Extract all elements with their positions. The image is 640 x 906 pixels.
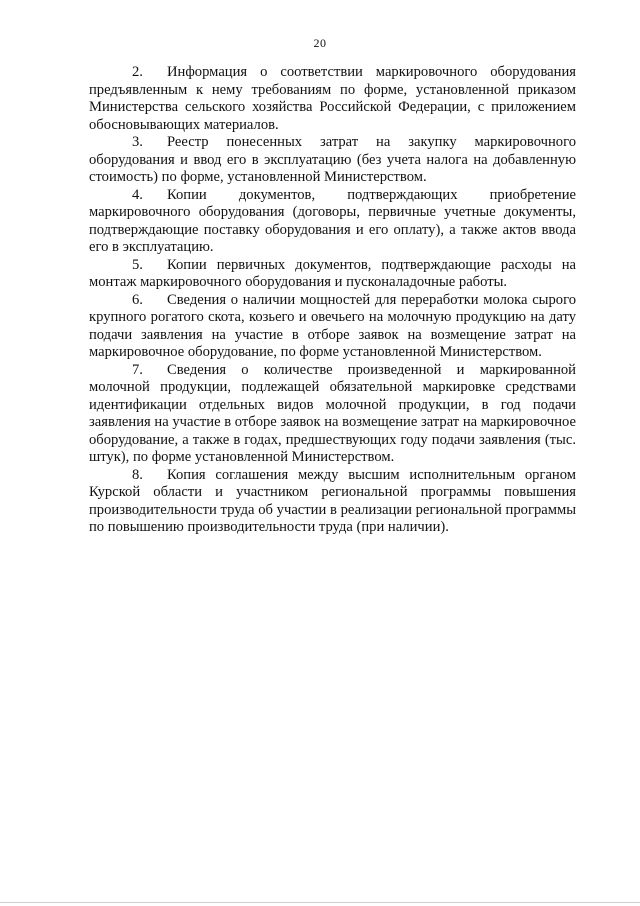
- list-item-4: [89, 187, 576, 257]
- item-text: Реестр понесенных затрат на закупку маркировочного оборудования и ввод его в эксплуатацию (без учета налога на добавленную стоимость) по форме, установленной Министерством.: [89, 134, 576, 185]
- item-text: Информация о соответствии маркировочного оборудования предъявленным к нему требованиям по форме, установленной приказом Министерства сельского хозяйства Российской Федерации, с приложением обосновывающих материалов.: [89, 64, 576, 133]
- item-text: Копии документов, подтверждающих приобретение маркировочного оборудования (договоры, первичные учетные документы, подтверждающие поставку оборудования и его оплату), а также актов ввода его в эксплуатацию.: [89, 186, 576, 255]
- page-number: 20: [313, 36, 327, 50]
- item-number: 7.: [132, 361, 143, 378]
- item-number: 2.: [132, 64, 143, 80]
- list-item-5: [89, 257, 576, 292]
- list-item-2: [89, 64, 576, 134]
- list-item-6: [89, 292, 576, 362]
- item-text: Сведения о количестве произведенной и маркированной молочной продукции, подлежащей обязательной маркировке средствами идентификации отдельных видов молочной продукции, в год подачи заявления на участие в отборе заявок на возмещение затрат на маркировочное оборудование, а также в годах, предшествующих году подачи заявления (тыс. штук), по форме установленной Министерством.: [89, 361, 576, 465]
- list-item-3: [89, 134, 576, 187]
- item-text: Сведения о наличии мощностей для переработки молока сырого крупного рогатого скота, козьего и овечьего на молочную продукцию на дату подачи заявления на участие в отборе заявок на возмещение затрат на маркировочное оборудование, по форме установленной Министерством.: [89, 291, 576, 360]
- scan-edge-line: [0, 902, 640, 903]
- item-number: 5.: [132, 256, 143, 273]
- document-body: [89, 64, 576, 537]
- item-text: Копия соглашения между высшим исполнительным органом Курской области и участником региональной программы повышения производительности труда об участии в реализации региональной программы по повышению производительности труда (при наличии).: [89, 466, 576, 535]
- item-number: 8.: [132, 466, 143, 483]
- list-item-7: [89, 362, 576, 467]
- item-number: 3.: [132, 134, 143, 150]
- item-number: 4.: [132, 186, 143, 203]
- item-text: Копии первичных документов, подтверждающие расходы на монтаж маркировочного оборудования и пусконаладочные работы.: [89, 256, 576, 290]
- list-item-8: [89, 467, 576, 537]
- item-number: 6.: [132, 291, 143, 308]
